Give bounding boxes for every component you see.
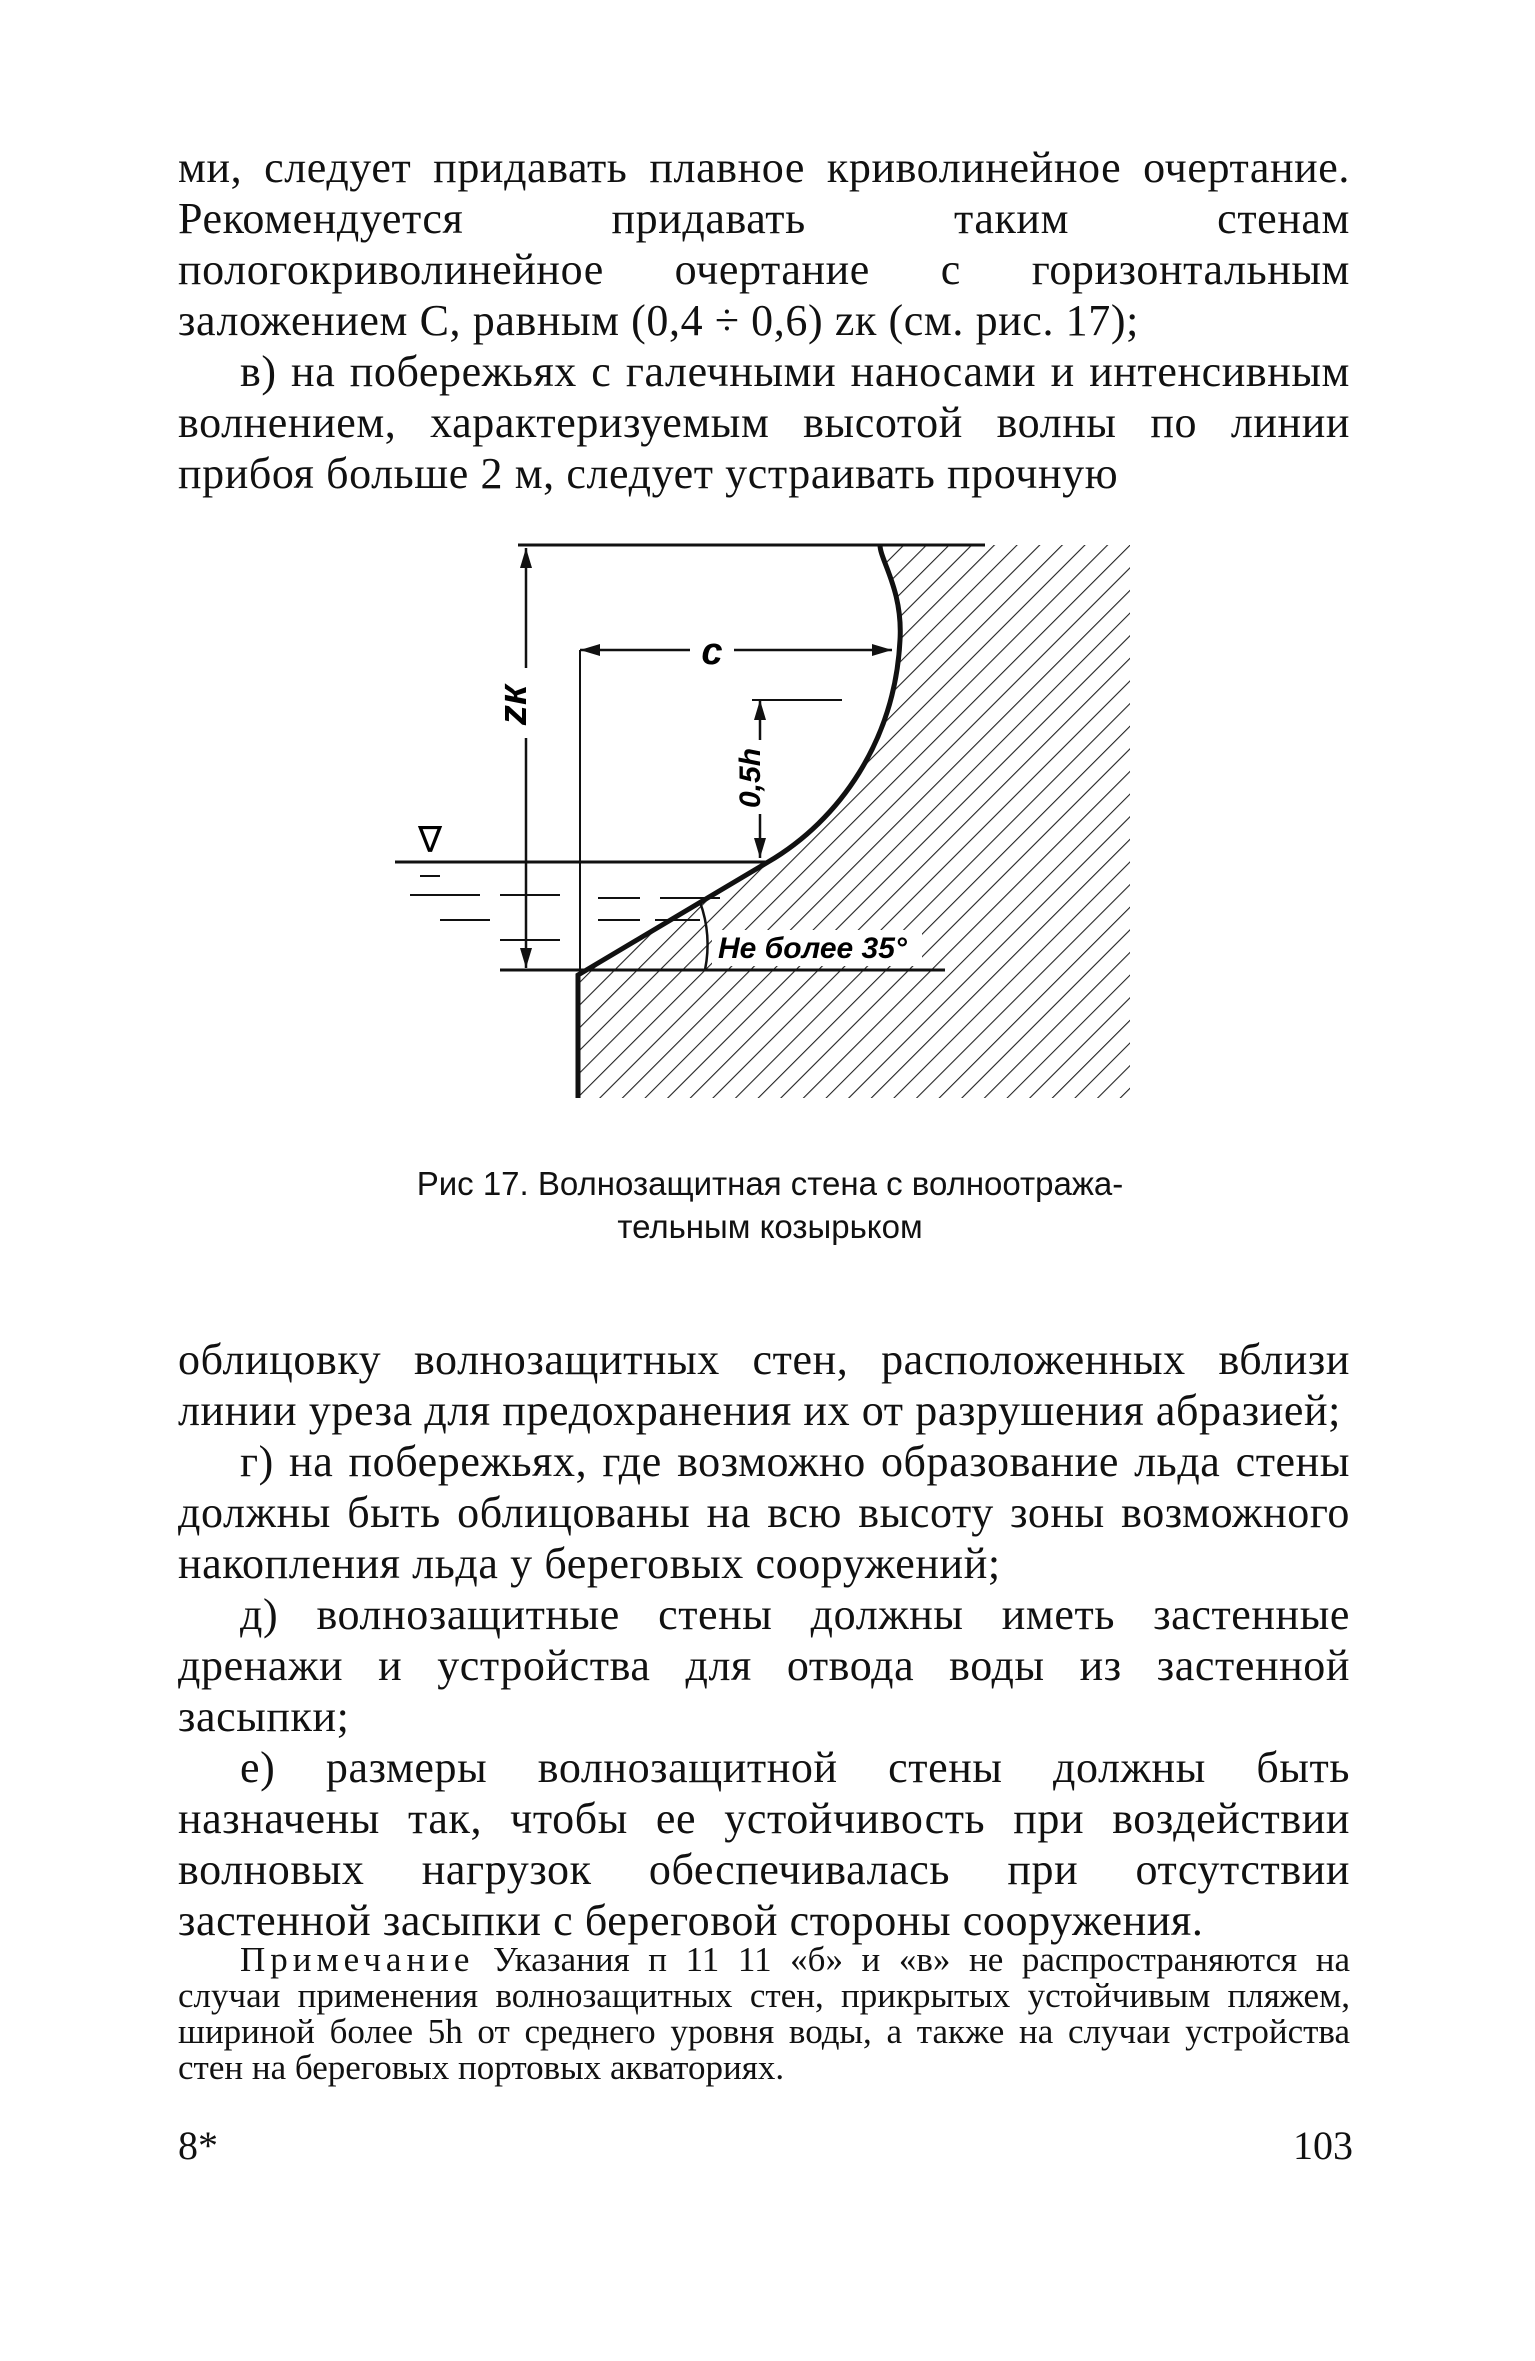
soil-hatching: [570, 540, 1140, 1110]
angle-label: Не более 35°: [718, 932, 907, 965]
paragraph-item-d: д) волнозащитные стены должны иметь застенные дренажи и устройства для отвода воды из застенной засыпки;: [178, 1590, 1350, 1741]
c-label: c: [701, 631, 723, 673]
paragraph-continued: облицовку волнозащитных стен, расположенных вблизи линии уреза для предохранения их от разрушения абразией;: [178, 1335, 1350, 1435]
note-lead: Примечание: [240, 1940, 475, 1979]
top-text-block: [178, 142, 1350, 499]
signature-mark: 8*: [178, 2123, 218, 2168]
figure-caption: [300, 1162, 1240, 1248]
water-level-symbol: ∇: [417, 819, 443, 860]
caption-line-1: Рис 17. Волнозащитная стена с волноотража-: [416, 1165, 1124, 1202]
paragraph-item-e: е) размеры волнозащитной стены должны быть назначены так, чтобы ее устойчивость при воздействии волновых нагрузок обеспечивалась при отсутствии застенной засыпки с береговой стороны сооружения.: [178, 1743, 1350, 1945]
page-number: 103: [1293, 2123, 1353, 2168]
caption-line-2: тельным козырьком: [617, 1208, 923, 1245]
bottom-text-block: [178, 1334, 1350, 1946]
paragraph-continuation: ми, следует придавать плавное криволинейное очертание. Рекомендуется придавать таким стенам пологокриволинейное очертание с горизонтальным заложением С, равным (0,4 ÷ 0,6) zк (см. рис. 17);: [178, 143, 1350, 345]
zk-label: zк: [491, 684, 535, 726]
paragraph-item-g: г) на побережьях, где возможно образование льда стены должны быть облицованы на всю высоту зоны возможного накопления льда у береговых сооружений;: [178, 1437, 1350, 1588]
footnote: [178, 1942, 1350, 2086]
half-h-label: 0,5h: [734, 747, 767, 809]
figure-17-diagram: [380, 520, 1160, 1120]
paragraph-item-v: в) на побережьях с галечными наносами и интенсивным волнением, характеризуемым высотой волны по линии прибоя больше 2 м, следует устраивать прочную: [178, 347, 1350, 498]
note-text: Указания п 11 11 «б» и «в» не распространяются на случаи применения волнозащитных стен, прикрытых устойчивым пляжем, шириной более 5h от среднего уровня воды, а также на случаи устройства стен на береговых портовых акваториях.: [178, 1940, 1351, 2087]
